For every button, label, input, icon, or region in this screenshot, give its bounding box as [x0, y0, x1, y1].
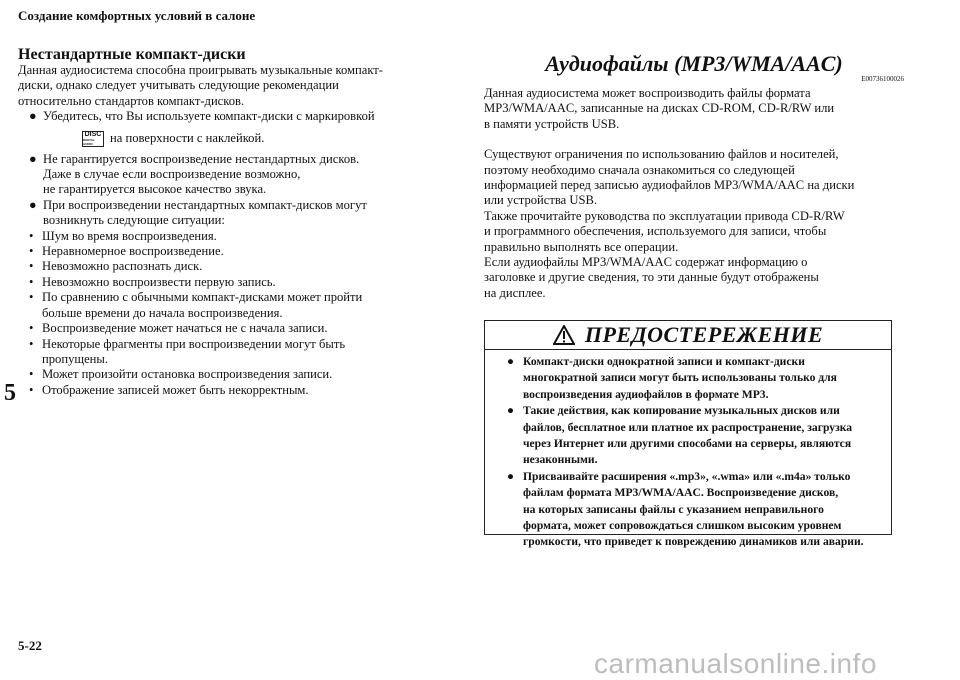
sub-item: • Некоторые фрагменты при воспроизведении могут быть пропущены. — [29, 337, 458, 368]
text-line: Данная аудиосистема может воспроизводить файлы формата — [484, 86, 811, 100]
text-line: Компакт-диски однократной записи и компакт-диски — [523, 355, 805, 368]
warning-item — [507, 354, 885, 403]
text-line: правильно выполнять все операции. — [484, 239, 679, 254]
text-line: через Интернет или другими способами на серверы, являются — [523, 437, 852, 451]
text-line: Воспроизведение может начаться не с начала записи. — [42, 321, 328, 336]
sub-item: • Отображение записей может быть некорректным. — [29, 383, 458, 398]
bullet-item — [29, 198, 458, 229]
text-line: незаконными. — [523, 453, 598, 467]
text-line: При воспроизведении нестандартных компакт-дисков могут — [43, 197, 367, 212]
sub-item: • Невозможно распознать диск. — [29, 259, 458, 274]
text-line: больше времени до начала воспроизведения. — [42, 305, 283, 320]
paragraph-1 — [484, 86, 904, 132]
sub-list — [0, 229, 458, 398]
sub-item: • Невозможно воспроизвести первую запись. — [29, 275, 458, 290]
text-line: возникнуть следующие ситуации: — [43, 213, 225, 228]
text-line: на поверхности с наклейкой. — [110, 130, 265, 145]
text-line: Не гарантируется воспроизведение нестандартных дисков. — [43, 151, 360, 166]
bullet-item — [29, 152, 458, 198]
text-line: Данная аудиосистема способна проигрывать музыкальные компакт- — [18, 63, 383, 77]
section-title: Нестандартные компакт-диски — [18, 46, 246, 63]
sub-item: • Шум во время воспроизведения. — [29, 229, 458, 244]
text-line: Может произойти остановка воспроизведения записи. — [42, 367, 333, 382]
text-line: и программного обеспечения, используемого для записи, чтобы — [484, 224, 827, 239]
text-line: MP3/WMA/AAC, записанные на дисках CD-ROM, CD-R/RW или — [484, 101, 835, 116]
disc-logo-line — [82, 131, 458, 147]
warning-item — [507, 403, 885, 469]
sub-item: • Воспроизведение может начаться не с начала записи. — [29, 321, 458, 336]
text-line: Отображение записей может быть некорректным. — [42, 382, 309, 397]
text-line: файлов, бесплатное или платное их распространение, загрузка — [523, 420, 853, 434]
bullet-icon: ● — [29, 151, 37, 166]
warning-triangle-icon — [553, 325, 575, 345]
text-line: громкости, что приведет к повреждению динамиков или аварии. — [523, 535, 864, 549]
bullet-icon: ● — [29, 109, 37, 124]
warning-box — [484, 320, 892, 549]
text-line: Существуют ограничения по использованию файлов и носителей, — [484, 147, 839, 162]
logo-subtext: DIGITAL AUDIO — [83, 138, 95, 147]
compact-disc-logo-icon — [82, 131, 104, 147]
warning-item — [507, 469, 885, 551]
bullet-icon: ● — [507, 404, 515, 418]
paragraph-2 — [484, 147, 904, 301]
page-header: Создание комфортных условий в салоне — [18, 8, 256, 23]
text-line: заголовке и другие сведения, то эти данные будут отображены — [484, 270, 819, 285]
text-line: Некоторые фрагменты при воспроизведении могут быть — [42, 336, 346, 351]
section-title: Аудиофайлы (MP3/WMA/AAC) — [545, 51, 843, 76]
text-line: на дисплее. — [484, 285, 546, 300]
text-line: Если аудиофайлы MP3/WMA/AAC содержат информацию о — [484, 255, 808, 270]
text-line: многократной записи могут быть использованы только для — [523, 371, 837, 385]
text-line: Невозможно распознать диск. — [42, 259, 203, 274]
section-number: 5 — [4, 380, 16, 406]
sub-item: • По сравнению с обычными компакт-дисками может пройти больше времени до начала воспроизведения. — [29, 290, 458, 321]
text-line: Неравномерное воспроизведение. — [42, 244, 224, 259]
text-line: Убедитесь, что Вы используете компакт-диски с маркировкой — [43, 109, 375, 124]
text-line: относительно стандартов компакт-дисков. — [18, 93, 245, 108]
spacer — [484, 132, 904, 147]
audio-files-section — [484, 52, 904, 301]
nonstandard-cd-section — [18, 46, 458, 398]
text-line: не гарантируется высокое качество звука. — [43, 182, 267, 197]
page-number: 5-22 — [18, 638, 42, 653]
text-line: информацией перед записью аудиофайлов MP3/WMA/AAC на диски — [484, 178, 855, 193]
text-line: Даже в случае если воспроизведение возможно, — [43, 167, 301, 182]
watermark: carmanualsonline.info — [594, 648, 877, 679]
text-line: диски, однако следует учитывать следующие рекомендации — [18, 78, 339, 93]
text-line: в памяти устройств USB. — [484, 116, 620, 131]
intro-paragraph — [18, 63, 458, 109]
document-code: E00736100026 — [861, 75, 904, 83]
warning-body — [485, 350, 891, 551]
text-line: файлам формата MP3/WMA/AAC. Воспроизведение дисков, — [523, 486, 839, 500]
bullet-icon: ● — [507, 469, 515, 483]
text-line: Шум во время воспроизведения. — [42, 228, 217, 243]
warning-title: ПРЕДОСТЕРЕЖЕНИЕ — [584, 322, 824, 347]
text-line: По сравнению с обычными компакт-дисками может пройти — [42, 290, 363, 305]
text-line: Присваивайте расширения «.mp3», «.wma» или «.m4a» только — [523, 469, 851, 483]
text-line: на которых записаны файлы с указанием неправильного — [523, 502, 824, 516]
text-line: формата, может сопровождаться слишком высоким уровнем — [523, 519, 842, 533]
text-line: поэтому необходимо сначала ознакомиться со следующей — [484, 162, 795, 177]
text-line: пропущены. — [42, 351, 109, 366]
logo-text: DISC — [84, 131, 102, 139]
bullet-icon: ● — [29, 197, 37, 212]
text-line: Невозможно воспроизвести первую запись. — [42, 274, 276, 289]
text-line: Такие действия, как копирование музыкальных дисков или — [523, 404, 840, 418]
text-line: или устройства USB. — [484, 193, 598, 208]
warning-header — [485, 321, 891, 350]
bullet-item — [29, 109, 458, 124]
text-line: Также прочитайте руководства по эксплуатации привода CD-R/RW — [484, 208, 845, 223]
text-line: воспроизведения аудиофайлов в формате MP3. — [523, 387, 769, 401]
sub-item: • Неравномерное воспроизведение. — [29, 244, 458, 259]
bullet-icon: ● — [507, 355, 515, 368]
sub-item: • Может произойти остановка воспроизведения записи. — [29, 367, 458, 382]
